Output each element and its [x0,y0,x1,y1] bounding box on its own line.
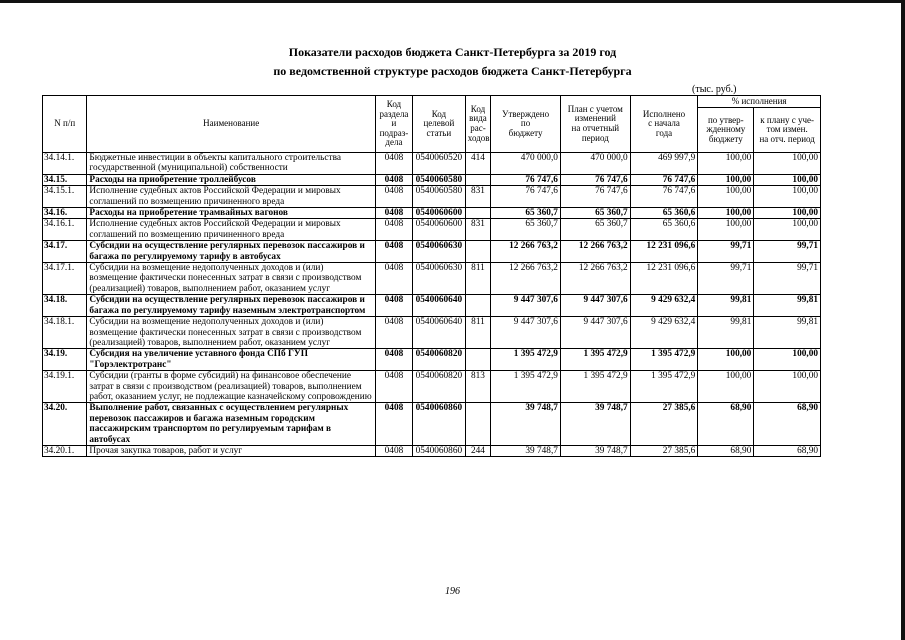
cell-done: 65 360,6 [630,219,698,241]
cell-approved: 76 747,6 [491,186,561,208]
cell-plan: 76 747,6 [560,186,630,208]
cell-section: 0408 [375,371,412,403]
cell-name: Бюджетные инвестиции в объекты капитального строительства государственной (муниципальной) собственности [87,153,376,175]
cell-name: Исполнение судебных актов Российской Федерации и мировых соглашений по возмещению причиненного вреда [87,186,376,208]
cell-section: 0408 [375,263,412,295]
cell-pct-approved: 99,71 [698,263,754,295]
cell-type [465,349,490,371]
cell-name: Прочая закупка товаров, работ и услуг [87,445,376,456]
cell-pct-approved: 99,81 [698,295,754,317]
cell-type [465,208,490,219]
cell-plan: 12 266 763,2 [560,263,630,295]
cell-name: Расходы на приобретение трамвайных вагонов [87,208,376,219]
cell-target: 0540060600 [412,219,465,241]
cell-num: 34.16.1. [43,219,87,241]
cell-num: 34.20.1. [43,445,87,456]
cell-approved: 9 447 307,6 [491,295,561,317]
cell-num: 34.18. [43,295,87,317]
cell-section: 0408 [375,186,412,208]
scan-border-right [901,0,905,640]
cell-pct-approved: 68,90 [698,445,754,456]
cell-num: 34.17.1. [43,263,87,295]
cell-pct-approved: 99,71 [698,241,754,263]
cell-type: 813 [465,371,490,403]
units-label: (тыс. руб.) [692,84,737,95]
cell-type: 831 [465,186,490,208]
cell-pct-approved: 100,00 [698,219,754,241]
cell-type [465,241,490,263]
table-row [43,317,821,349]
cell-pct-approved: 100,00 [698,208,754,219]
table-row [43,263,821,295]
cell-plan: 9 447 307,6 [560,295,630,317]
cell-done: 1 395 472,9 [630,349,698,371]
table-row [43,371,821,403]
cell-plan: 65 360,7 [560,219,630,241]
cell-name: Субсидии на осуществление регулярных перевозок пассажиров и багажа по регулируемому тарифу в автобусах [87,241,376,263]
cell-plan: 39 748,7 [560,445,630,456]
cell-plan: 39 748,7 [560,403,630,446]
cell-type: 831 [465,219,490,241]
scan-border-top [0,0,905,3]
cell-num: 34.16. [43,208,87,219]
cell-approved: 12 266 763,2 [491,241,561,263]
cell-target: 0540060630 [412,263,465,295]
cell-done: 1 395 472,9 [630,371,698,403]
cell-type: 811 [465,263,490,295]
cell-target: 0540060640 [412,295,465,317]
cell-plan: 1 395 472,9 [560,349,630,371]
col-header-approved: Утверждено по бюджету [491,96,561,153]
table-row [43,186,821,208]
col-header-pct-approved: по утвер- жденному бюджету [698,108,754,153]
cell-done: 76 747,6 [630,174,698,185]
table-row [43,295,821,317]
cell-name: Субсидия на увеличение уставного фонда СПб ГУП "Горэлектротранс" [87,349,376,371]
cell-approved: 65 360,7 [491,208,561,219]
cell-name: Субсидии (гранты в форме субсидий) на финансовое обеспечение затрат в связи с производством (реализацией) товаров, выполнением работ, оказанием услуг, не подлежащие казначейскому сопровождению [87,371,376,403]
cell-target: 0540060580 [412,186,465,208]
table-row [43,208,821,219]
cell-pct-plan: 68,90 [754,403,821,446]
cell-done: 65 360,6 [630,208,698,219]
cell-section: 0408 [375,317,412,349]
expenditure-table [42,95,821,457]
table-row [43,241,821,263]
cell-pct-plan: 68,90 [754,445,821,456]
cell-approved: 39 748,7 [491,445,561,456]
cell-name: Расходы на приобретение троллейбусов [87,174,376,185]
table-row [43,445,821,456]
cell-name: Исполнение судебных актов Российской Федерации и мировых соглашений по возмещению причиненного вреда [87,219,376,241]
cell-pct-plan: 99,81 [754,317,821,349]
cell-pct-plan: 100,00 [754,371,821,403]
col-header-num: N п/п [43,96,87,153]
cell-num: 34.15.1. [43,186,87,208]
cell-target: 0540060520 [412,153,465,175]
cell-section: 0408 [375,208,412,219]
cell-pct-plan: 100,00 [754,219,821,241]
cell-plan: 1 395 472,9 [560,371,630,403]
cell-section: 0408 [375,219,412,241]
cell-plan: 65 360,7 [560,208,630,219]
cell-name: Субсидии на возмещение недополученных доходов и (или) возмещение фактически понесенных затрат в связи с производством (реализацией) товаров, выполнением работ, оказанием услуг [87,317,376,349]
cell-done: 469 997,9 [630,153,698,175]
cell-target: 0540060820 [412,371,465,403]
table-row [43,349,821,371]
cell-approved: 12 266 763,2 [491,263,561,295]
cell-pct-plan: 100,00 [754,208,821,219]
report-title: Показатели расходов бюджета Санкт-Петербурга за 2019 год [288,45,617,59]
table-row [43,153,821,175]
cell-pct-approved: 99,81 [698,317,754,349]
cell-pct-approved: 100,00 [698,371,754,403]
cell-done: 12 231 096,6 [630,263,698,295]
cell-done: 27 385,6 [630,445,698,456]
cell-type: 244 [465,445,490,456]
cell-pct-plan: 100,00 [754,174,821,185]
cell-type [465,295,490,317]
cell-section: 0408 [375,445,412,456]
cell-pct-plan: 100,00 [754,153,821,175]
cell-name: Выполнение работ, связанных с осуществлением регулярных перевозок пассажиров и багажа наземным городским пассажирским транспортом по регулируемым тарифам в автобусах [87,403,376,446]
cell-num: 34.20. [43,403,87,446]
cell-section: 0408 [375,295,412,317]
cell-num: 34.17. [43,241,87,263]
cell-type [465,403,490,446]
cell-section: 0408 [375,153,412,175]
cell-target: 0540060630 [412,241,465,263]
cell-target: 0540060860 [412,403,465,446]
cell-pct-approved: 100,00 [698,153,754,175]
cell-pct-approved: 100,00 [698,174,754,185]
cell-num: 34.19.1. [43,371,87,403]
cell-num: 34.15. [43,174,87,185]
col-header-pct-plan: к плану с уче- том измен. на отч. период [754,108,821,153]
cell-name: Субсидии на возмещение недополученных доходов и (или) возмещение фактически понесенных затрат в связи с производством (реализацией) товаров, выполнением работ, оказанием услуг [87,263,376,295]
cell-pct-plan: 99,81 [754,295,821,317]
cell-approved: 470 000,0 [491,153,561,175]
cell-num: 34.19. [43,349,87,371]
cell-done: 9 429 632,4 [630,295,698,317]
col-header-target: Код целевой статьи [412,96,465,153]
cell-plan: 470 000,0 [560,153,630,175]
col-header-done: Исполнено с начала года [630,96,698,153]
cell-approved: 39 748,7 [491,403,561,446]
cell-pct-approved: 100,00 [698,349,754,371]
cell-plan: 12 266 763,2 [560,241,630,263]
cell-done: 9 429 632,4 [630,317,698,349]
cell-approved: 9 447 307,6 [491,317,561,349]
cell-target: 0540060640 [412,317,465,349]
cell-num: 34.18.1. [43,317,87,349]
cell-section: 0408 [375,349,412,371]
col-header-section: Код раздела и подраз- дела [375,96,412,153]
cell-target: 0540060860 [412,445,465,456]
cell-approved: 65 360,7 [491,219,561,241]
col-header-name: Наименование [87,96,376,153]
cell-plan: 9 447 307,6 [560,317,630,349]
cell-done: 12 231 096,6 [630,241,698,263]
cell-done: 76 747,6 [630,186,698,208]
table-row [43,174,821,185]
cell-type: 414 [465,153,490,175]
cell-target: 0540060820 [412,349,465,371]
cell-section: 0408 [375,403,412,446]
cell-pct-approved: 100,00 [698,186,754,208]
cell-approved: 76 747,6 [491,174,561,185]
report-subtitle: по ведомственной структуре расходов бюджета Санкт-Петербурга [273,64,632,78]
cell-section: 0408 [375,241,412,263]
col-header-plan: План с учетом изменений на отчетный период [560,96,630,153]
cell-pct-approved: 68,90 [698,403,754,446]
cell-target: 0540060600 [412,208,465,219]
cell-pct-plan: 100,00 [754,186,821,208]
cell-section: 0408 [375,174,412,185]
cell-pct-plan: 99,71 [754,241,821,263]
table-row [43,219,821,241]
cell-pct-plan: 100,00 [754,349,821,371]
cell-type [465,174,490,185]
cell-target: 0540060580 [412,174,465,185]
cell-plan: 76 747,6 [560,174,630,185]
col-header-pct-group: % исполнения [698,96,821,108]
page-number: 196 [445,586,460,597]
cell-approved: 1 395 472,9 [491,349,561,371]
cell-done: 27 385,6 [630,403,698,446]
table-row [43,403,821,446]
col-header-type: Код вида рас- ходов [465,96,490,153]
cell-type: 811 [465,317,490,349]
cell-num: 34.14.1. [43,153,87,175]
cell-pct-plan: 99,71 [754,263,821,295]
cell-name: Субсидии на осуществление регулярных перевозок пассажиров и багажа по регулируемому тарифу наземным электротранспортом [87,295,376,317]
cell-approved: 1 395 472,9 [491,371,561,403]
